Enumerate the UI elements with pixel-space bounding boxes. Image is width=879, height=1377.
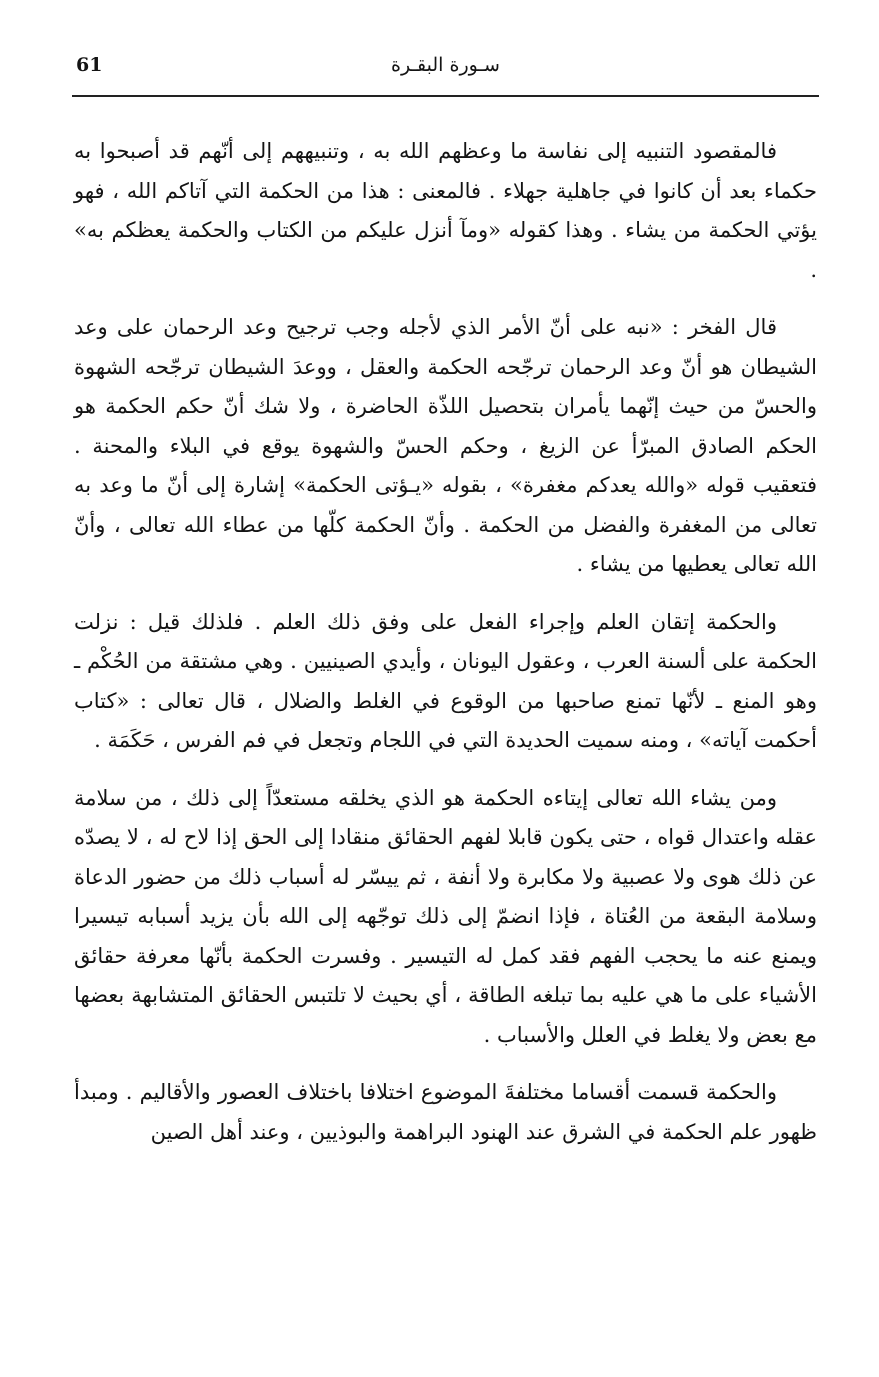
page-header bbox=[72, 48, 819, 92]
paragraph: فالمقصود التنبيه إلى نفاسة ما وعظهم الله به ، وتنبيههم إلى أنّهم قد أصبحوا به حكماء بعد أن كانوا في جاهلية جهلاء . فالمعنى : هذا من الحكمة التي آتاكم الله ، فهو يؤتي الحكمة من يشاء . وهذا كقوله «ومآ أنزل عليكم من الكتاب والحكمة يعظكم به» . bbox=[74, 139, 817, 282]
paragraph: ومن يشاء الله تعالى إيتاءه الحكمة هو الذي يخلقه مستعدّاً إلى ذلك ، من سلامة عقله واعتدال قواه ، حتى يكون قابلا لفهم الحقائق منقادا إلى الحق إذا لاح له ، لا يصدّه عن ذلك هوى ولا عصبية ولا مكابرة ولا أنفة ، ثم ييسّر له أسباب ذلك من حضور الدعاة وسلامة البقعة من العُتاة ، فإذا انضمّ إلى ذلك توجّهه إلى الله بأن يزيد أسبابه تيسيرا ويمنع عنه ما يحجب الفهم فقد كمل له التيسير . وفسرت الحكمة بأنّها معرفة حقائق الأشياء على ما هي عليه بما تبلغه الطاقة ، أي بحيث لا تلتبس الحقائق المتشابهة بعضها مع بعض ولا يغلط في العلل والأسباب . bbox=[74, 785, 817, 1047]
page-number: 61 bbox=[76, 54, 103, 76]
running-title: سـورة البقـرة bbox=[391, 54, 500, 76]
paragraph: قال الفخر : «نبه على أنّ الأمر الذي لأجله وجب ترجيح وعد الرحمان على وعد الشيطان هو أنّ وعد الرحمان ترجّحه الحكمة والعقل ، ووعدَ الشيطان ترجّحه الشهوة والحسّ من حيث إنّهما يأمران بتحصيل اللذّة الحاضرة ، ولا شك أنّ حكم الحكمة هو الحكم الصادق المبرّأ عن الزيغ ، وحكم الحسّ والشهوة يوقع في البلاء والمحنة . فتعقيب قوله «والله يعدكم مغفرة» ، بقوله «يـؤتى الحكمة» إشارة إلى أنّ ما وعد به تعالى من المغفرة والفضل من الحكمة . وأنّ الحكمة كلّها من عطاء الله تعالى ، وأنّ الله تعالى يعطيها من يشاء . bbox=[74, 315, 817, 576]
paragraph: والحكمة قسمت أقساما مختلفةَ الموضوع اختلافا باختلاف العصور والأقاليم . ومبدأ ظهور علم الحكمة في الشرق عند الهنود البراهمة والبوذيين ، وعند أهل الصين bbox=[74, 1080, 817, 1144]
body-text bbox=[74, 132, 817, 1170]
header-rule bbox=[72, 95, 819, 97]
paragraph: والحكمة إتقان العلم وإجراء الفعل على وفق ذلك العلم . فلذلك قيل : نزلت الحكمة على ألسنة العرب ، وعقول اليونان ، وأيدي الصينيين . وهي مشتقة من الحُكْم ـ وهو المنع ـ لأنّها تمنع صاحبها من الوقوع في الغلط والضلال ، قال تعالى : «كتاب أحكمت آياته» ، ومنه سميت الحديدة التي في اللجام وتجعل في فم الفرس ، حَكَمَة . bbox=[74, 609, 817, 752]
